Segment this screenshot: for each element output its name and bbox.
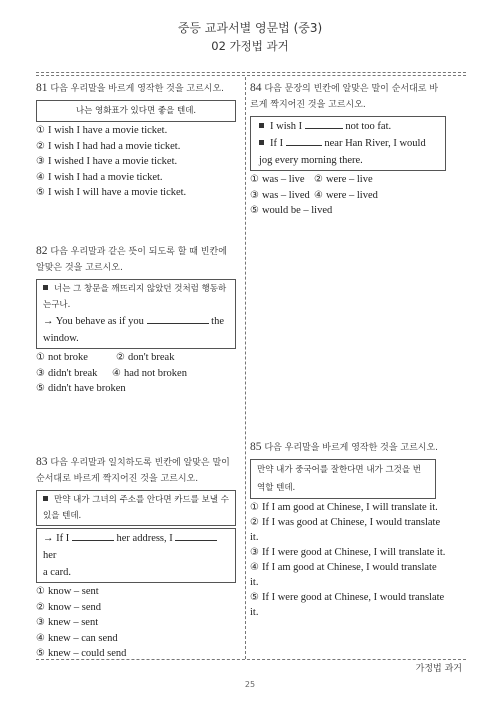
option[interactable]: ① If I am good at Chinese, I will translate it. xyxy=(250,502,438,513)
option[interactable]: ⑤ I wish I will have a movie ticket. xyxy=(36,187,187,198)
question-83-box-kr: 만약 내가 그녀의 주소를 안다면 카드를 보낼 수 있을 텐데. xyxy=(36,490,236,526)
question-82 xyxy=(36,243,236,397)
answer-blank xyxy=(175,531,217,541)
bullet-square-icon xyxy=(259,140,264,145)
question-81-prompt: 81 다음 우리말을 바르게 영작한 것을 고르시오. xyxy=(36,82,225,94)
option[interactable]: ③ didn't break xyxy=(36,367,98,379)
bottom-divider xyxy=(36,659,466,660)
option-row xyxy=(250,188,446,204)
bullet-square-icon xyxy=(43,285,48,290)
question-85-prompt: 85 다음 우리말을 바르게 영작한 것을 고르시오. xyxy=(250,441,439,453)
page-title: 중등 교과서별 영문법 (중3) xyxy=(177,21,323,35)
question-85 xyxy=(250,439,446,620)
option[interactable]: ② don't break xyxy=(116,352,175,363)
question-84-prompt: 84 다음 문장의 빈칸에 알맞은 말이 순서대로 바르게 짝지어진 것을 고르시오. xyxy=(250,82,439,110)
bullet-square-icon xyxy=(259,123,264,128)
option-row xyxy=(36,350,236,366)
page-subtitle: 02 가정법 과거 xyxy=(211,39,289,53)
option[interactable]: ④ were – lived xyxy=(314,189,378,201)
question-81 xyxy=(36,80,236,201)
footer-section-label: 가정법 과거 xyxy=(415,664,462,674)
option[interactable]: ⑤ would be – lived xyxy=(250,205,333,216)
option-row xyxy=(250,172,446,188)
option[interactable]: ③ I wished I have a movie ticket. xyxy=(36,156,178,167)
question-83-box-en: → If I her address, I her a card. xyxy=(36,528,236,583)
option[interactable]: ③ If I were good at Chinese, I will translate it. xyxy=(250,547,446,558)
question-83-prompt: 83 다음 우리말과 일치하도록 빈칸에 알맞은 말이 순서대로 바르게 짝지어진 것을 고르시오. xyxy=(36,456,230,484)
question-81-box: 나는 영화표가 있다면 좋을 텐데. xyxy=(36,100,236,122)
option[interactable]: ④ If I am good at Chinese, I would translate it. xyxy=(250,562,437,588)
question-82-box: 너는 그 창문을 깨뜨리지 않았던 것처럼 행동하는구나. → You behave as if you the window. xyxy=(36,279,236,349)
option[interactable]: ⑤ knew – could send xyxy=(36,648,127,659)
answer-blank xyxy=(72,531,114,541)
option[interactable]: ① was – live xyxy=(250,174,305,185)
option[interactable]: ③ knew – sent xyxy=(36,617,99,628)
option-row xyxy=(36,366,236,382)
bullet-square-icon xyxy=(43,496,48,501)
option[interactable]: ② I wish I had had a movie ticket. xyxy=(36,140,181,152)
option[interactable]: ④ had not broken xyxy=(112,367,187,379)
page-number: 25 xyxy=(244,680,256,689)
option[interactable]: ④ I wish I had a movie ticket. xyxy=(36,171,163,183)
option[interactable]: ④ knew – can send xyxy=(36,632,118,644)
answer-blank xyxy=(305,119,343,129)
question-82-prompt: 82 다음 우리말과 같은 뜻이 되도록 할 때 빈칸에 알맞은 것을 고르시오. xyxy=(36,245,227,273)
option[interactable]: ② were – live xyxy=(314,174,373,185)
option[interactable]: ② know – send xyxy=(36,601,102,613)
option[interactable]: ① not broke xyxy=(36,352,88,363)
option[interactable]: ⑤ If I were good at Chinese, I would translate it. xyxy=(250,592,445,618)
option[interactable]: ① know – sent xyxy=(36,586,99,597)
option[interactable]: ③ was – lived xyxy=(250,189,310,201)
top-divider-2 xyxy=(36,75,466,76)
question-85-box: 만약 내가 중국어를 잘한다면 내가 그것을 번역할 텐데. xyxy=(250,459,436,499)
question-84-box: I wish I not too fat. If I near Han River, I would jog every morning there. xyxy=(250,116,446,171)
option[interactable]: ② If I was good at Chinese, I would translate it. xyxy=(250,517,441,543)
question-84 xyxy=(250,80,446,219)
option[interactable]: ① I wish I have a movie ticket. xyxy=(36,125,168,136)
answer-blank xyxy=(286,136,322,146)
answer-blank xyxy=(147,314,209,324)
question-83 xyxy=(36,454,236,662)
column-divider xyxy=(245,77,246,659)
top-divider xyxy=(36,72,466,73)
option[interactable]: ⑤ didn't have broken xyxy=(36,383,126,394)
